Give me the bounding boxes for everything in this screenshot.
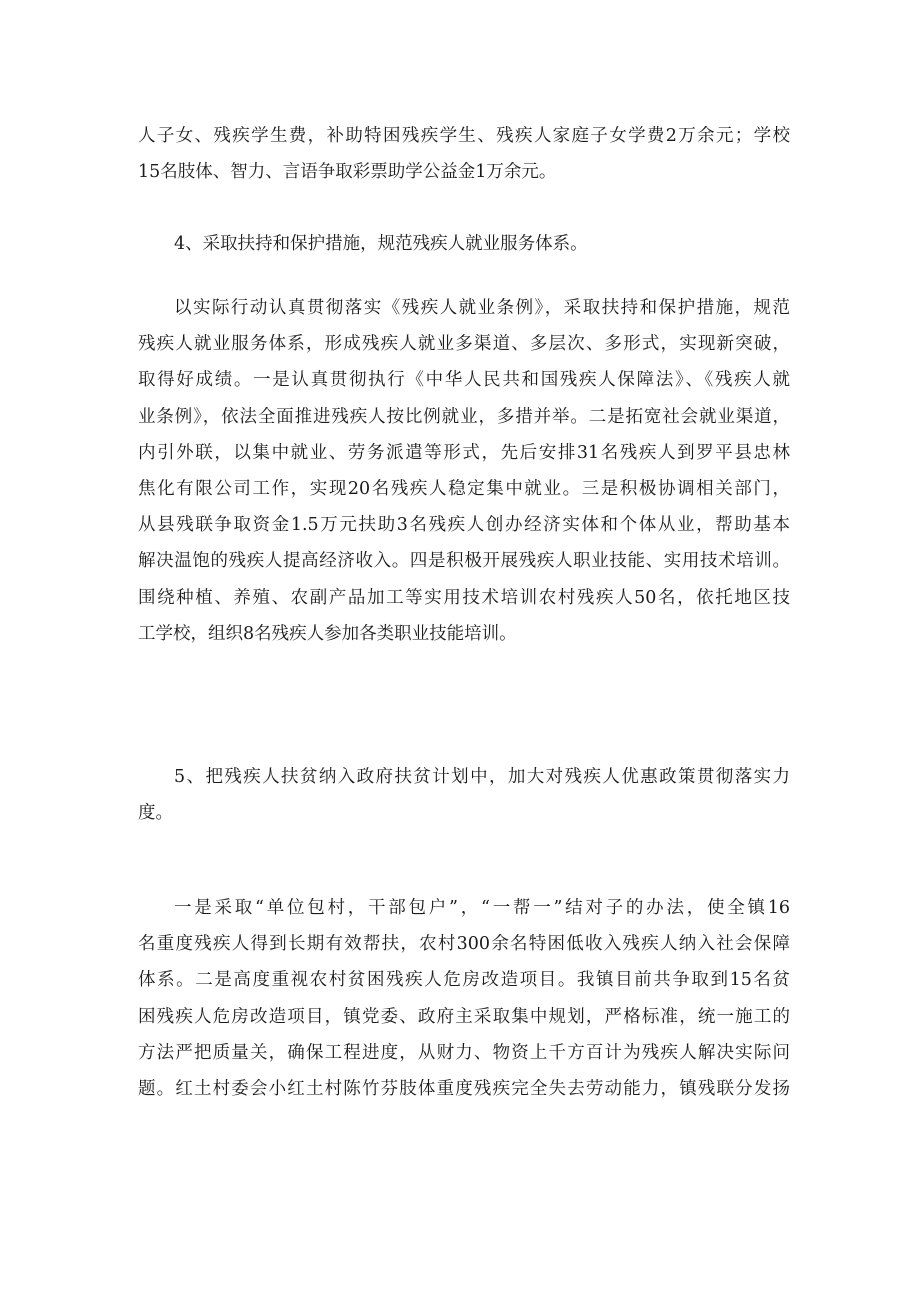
text-line: 体系。二是高度重视农村贫困残疾人危房改造项目。我镇目前共争取到15名贫 xyxy=(138,970,790,991)
text-line: 残疾人就业服务体系，形成残疾人就业多渠道、多层次、多形式，实现新突破， xyxy=(138,334,790,355)
text-line: 解决温饱的残疾人提高经济收入。四是积极开展残疾人职业技能、实用技术培训。 xyxy=(138,551,790,572)
section-heading-5 xyxy=(138,759,790,831)
text-line: 取得好成绩。一是认真贯彻执行《中华人民共和国残疾人保障法》、《残疾人就 xyxy=(138,370,790,391)
text-line: 业条例》，依法全面推进残疾人按比例就业，多措并举。二是拓宽社会就业渠道， xyxy=(138,406,790,427)
paragraph-employment xyxy=(138,290,790,652)
text-line: 名重度残疾人得到长期有效帮扶，农村300余名特困低收入残疾人纳入社会保障 xyxy=(138,934,790,955)
paragraph-continuation xyxy=(138,118,790,190)
text-line: 15名肢体、智力、言语争取彩票助学公益金1万余元。 xyxy=(138,162,557,183)
text-line: 从县残联争取资金1.5万元扶助3名残疾人创办经济实体和个体从业，帮助基本 xyxy=(138,515,790,536)
heading-line: 度。 xyxy=(138,803,173,824)
section-heading-4 xyxy=(138,226,790,262)
text-line: 围绕种植、养殖、农副产品加工等实用技术培训农村残疾人50名，依托地区技 xyxy=(138,587,790,608)
text-line: 工学校，组织8名残疾人参加各类职业技能培训。 xyxy=(138,623,517,644)
text-line: 以实际行动认真贯彻落实《残疾人就业条例》，采取扶持和保护措施，规范 xyxy=(174,298,790,318)
heading-line: 4、采取扶持和保护措施，规范残疾人就业服务体系。 xyxy=(174,234,588,254)
text-line: 一是采取“单位包村，干部包户”，“一帮一”结对子的办法，使全镇16 xyxy=(174,898,790,918)
text-line: 方法严把质量关，确保工程进度，从财力、物资上千方百计为残疾人解决实际问 xyxy=(138,1042,790,1063)
paragraph-poverty-relief xyxy=(138,890,790,1107)
heading-line: 5、把残疾人扶贫纳入政府扶贫计划中，加大对残疾人优惠政策贯彻落实力 xyxy=(174,767,790,787)
text-line: 困残疾人危房改造项目，镇党委、政府主采取集中规划，严格标准，统一施工的 xyxy=(138,1006,790,1027)
text-line: 题。红土村委会小红土村陈竹芬肢体重度残疾完全失去劳动能力，镇残联分发扬 xyxy=(138,1078,790,1099)
text-line: 人子女、残疾学生费，补助特困残疾学生、残疾人家庭子女学费2万余元；学校 xyxy=(138,126,790,146)
text-line: 内引外联，以集中就业、劳务派遣等形式，先后安排31名残疾人到罗平县忠林 xyxy=(138,442,790,463)
text-line: 焦化有限公司工作，实现20名残疾人稳定集中就业。三是积极协调相关部门， xyxy=(138,478,790,499)
